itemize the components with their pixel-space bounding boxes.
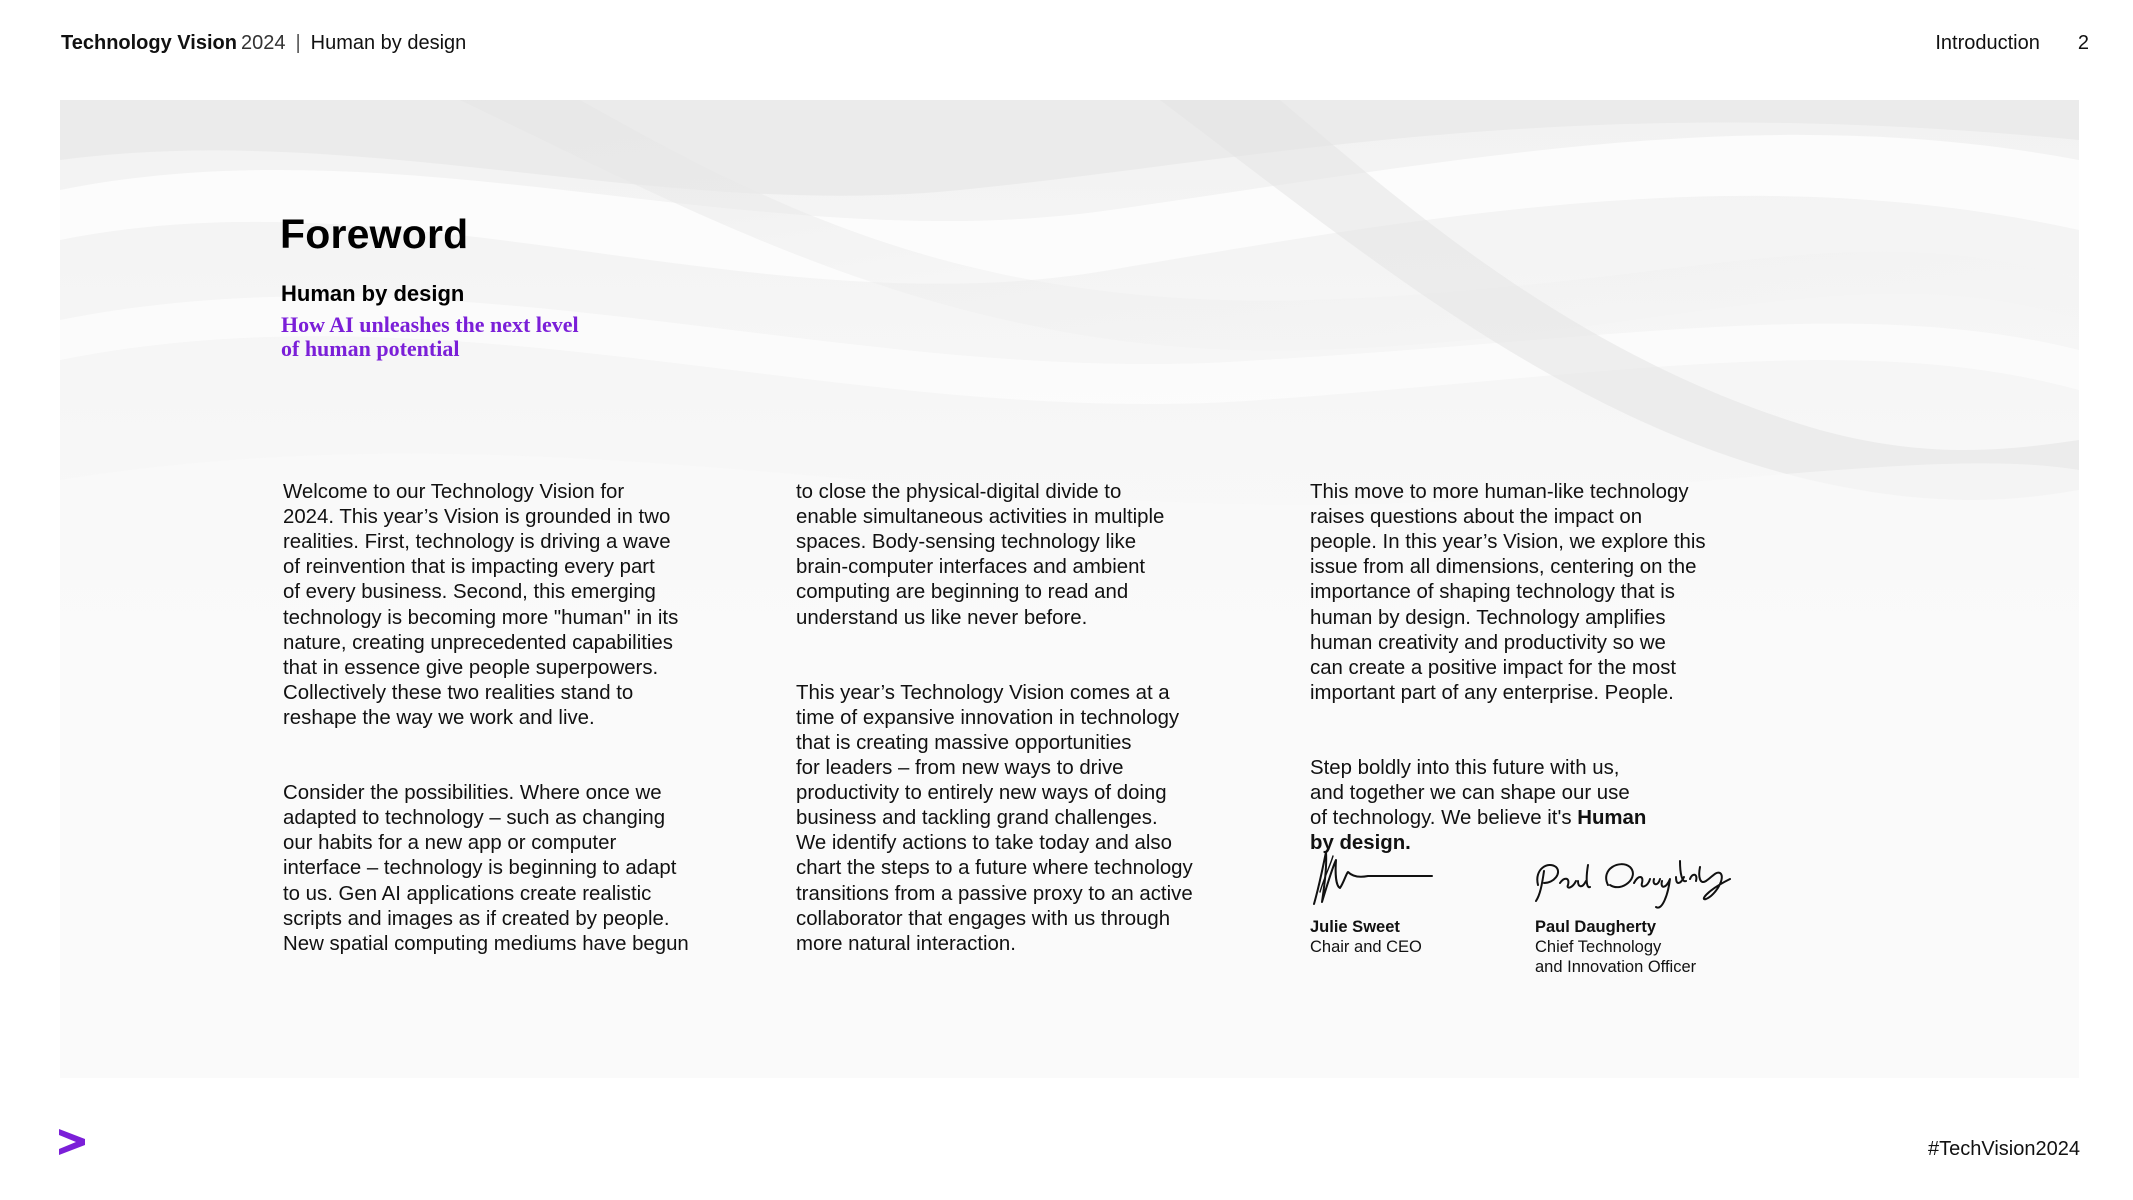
page-locator — [1935, 30, 2089, 56]
header-separator: | — [295, 32, 301, 54]
foreword-subtitle: Human by design — [281, 281, 465, 306]
paragraph: Consider the possibilities. Where once we adapted to technology – such as changing our habits for a new app or computer interface – technology is beginning to adapt to us. Gen AI applications create realistic scripts and images as if created by people. New spatial computing mediums have begun — [283, 782, 689, 955]
closing-text: Step boldly into this future with us, and together we can shape our use of technology. We believe it's — [1310, 757, 1630, 830]
paragraph: This year’s Technology Vision comes at a time of expansive innovation in technology that is creating massive opportunities for leaders – from new ways to drive productivity to entirely new ways of doing business and tackling grand challenges. We identify actions to take today and also chart the steps to a future where technology transitions from a passive proxy to an active collaborator that engages with us through more natural interaction. — [796, 681, 1193, 955]
closing-bold-by-design: by design. — [1310, 832, 1411, 855]
body-column-1 — [283, 455, 763, 982]
foreword-title: Foreword — [280, 211, 469, 257]
body-column-2 — [796, 455, 1286, 982]
footer-hashtag: #TechVision2024 — [1928, 1138, 2080, 1160]
report-title: Technology Vision — [61, 32, 237, 54]
closing-bold-human: Human — [1577, 807, 1647, 830]
paragraph: Welcome to our Technology Vision for 2024. This year’s Vision is grounded in two realities. First, technology is driving a wave of reinvention that is impacting every part of every business. Second, this emerging technology is becoming more "human" in its nature, creating unprecedented capabilities that in essence give people superpowers. Collectively these two realities stand to reshape the way we work and live. — [283, 481, 679, 729]
signatory-name: Julie Sweet — [1310, 918, 1400, 936]
signatory-role: Chair and CEO — [1310, 938, 1422, 956]
content-panel — [60, 100, 2079, 1078]
paragraph: to close the physical-digital divide to enable simultaneous activities in multiple spaces. Body-sensing technology like brain-computer interfaces and ambient computing are beginning to read and understand us like never before. — [796, 481, 1165, 629]
body-column-3 — [1310, 455, 1790, 882]
signatory-role: Chief Technology and Innovation Officer — [1535, 938, 1697, 976]
foreword-tagline: How AI unleashes the next level of human potential — [281, 312, 579, 361]
report-header — [61, 30, 466, 56]
section-link[interactable]: Introduction — [1935, 32, 2040, 54]
report-year: 2024 — [240, 32, 286, 54]
signature-paul-daugherty — [1530, 855, 1740, 920]
page-number: 2 — [2077, 32, 2089, 54]
signatory-name: Paul Daugherty — [1535, 918, 1657, 936]
paragraph: This move to more human-like technology raises questions about the impact on people. In this year’s Vision, we explore this issue from all dimensions, centering on the importance of shaping technology that is human by design. Technology amplifies human creativity and productivity so we can create a positive impact for the most important part of any enterprise. People. — [1310, 481, 1706, 704]
report-theme: Human by design — [310, 32, 467, 54]
accenture-logo-icon[interactable] — [58, 1128, 86, 1156]
signature-julie-sweet — [1308, 842, 1438, 912]
